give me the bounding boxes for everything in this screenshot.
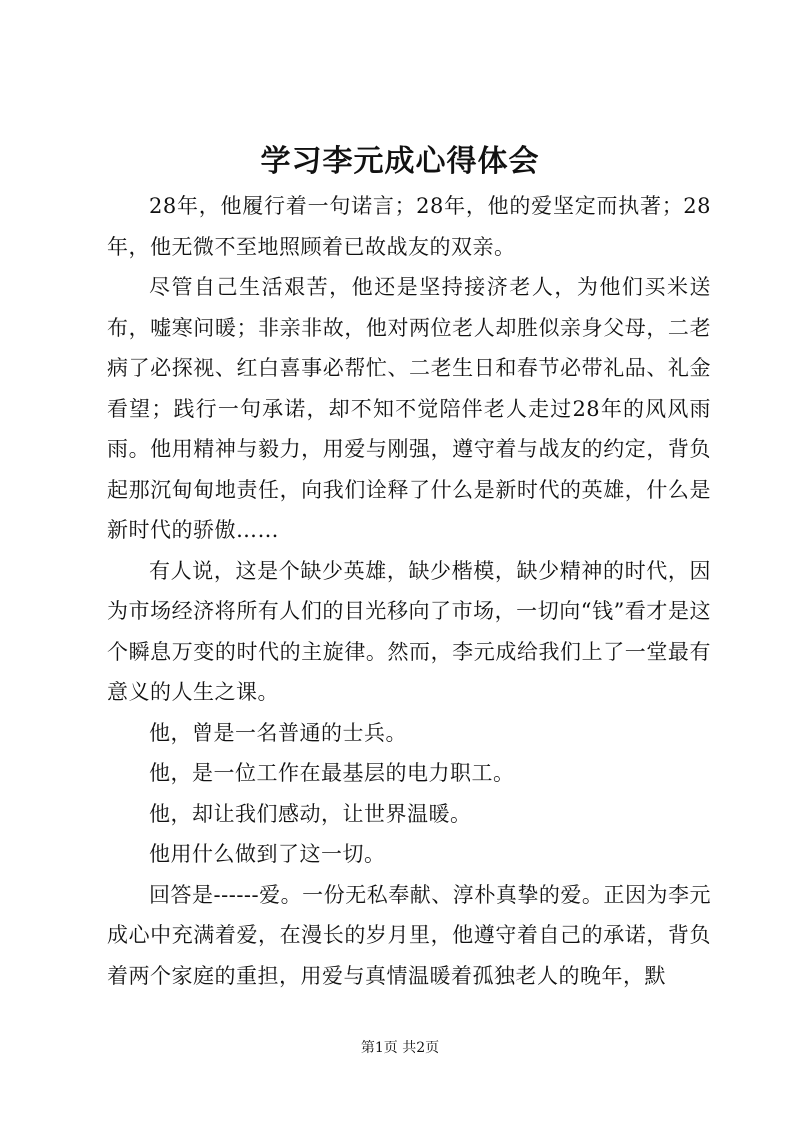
page-footer: 第1页 共2页 bbox=[360, 1040, 440, 1056]
paragraph-2: 尽管自己生活艰苦，他还是坚持接济老人，为他们买米送布，嘘寒问暖；非亲非故，他对两位老人却胜似亲身父母，二老病了必探视、红白喜事必帮忙、二老生日和春节必带礼品、礼金看望；践行一句承诺，却不知不觉陪伴老人走过28年的风风雨雨。他用精神与毅力，用爱与刚强，遵守着与战友的约定，背负起那沉甸甸地责任，向我们诠释了什么是新时代的英雄，什么是新时代的骄傲…… bbox=[107, 275, 711, 542]
paragraph-8: 回答是------爱。一份无私奉献、淳朴真挚的爱。正因为李元成心中充满着爱，在漫长的岁月里，他遵守着自己的承诺，背负着两个家庭的重担，用爱与真情温暖着孤独老人的晚年，默 bbox=[107, 882, 711, 988]
paragraph-4: 他，曾是一名普通的士兵。 bbox=[149, 720, 407, 745]
paragraph-3: 有人说，这是个缺少英雄，缺少楷模，缺少精神的时代，因为市场经济将所有人们的目光移向了市场，一切向“钱”看才是这个瞬息万变的时代的主旋律。然而，李元成给我们上了一堂最有意义的人生之课。 bbox=[107, 558, 711, 704]
paragraph-7: 他用什么做到了这一切。 bbox=[149, 842, 386, 866]
paragraph-1: 28年，他履行着一句诺言；28年，他的爱坚定而执著；28年，他无微不至地照顾着已故战友的双亲。 bbox=[107, 194, 711, 259]
document-title: 学习李元成心得体会 bbox=[260, 144, 540, 179]
paragraph-6: 他，却让我们感动，让世界温暖。 bbox=[149, 801, 472, 826]
paragraph-5: 他，是一位工作在最基层的电力职工。 bbox=[149, 761, 515, 785]
document-body bbox=[107, 186, 711, 996]
